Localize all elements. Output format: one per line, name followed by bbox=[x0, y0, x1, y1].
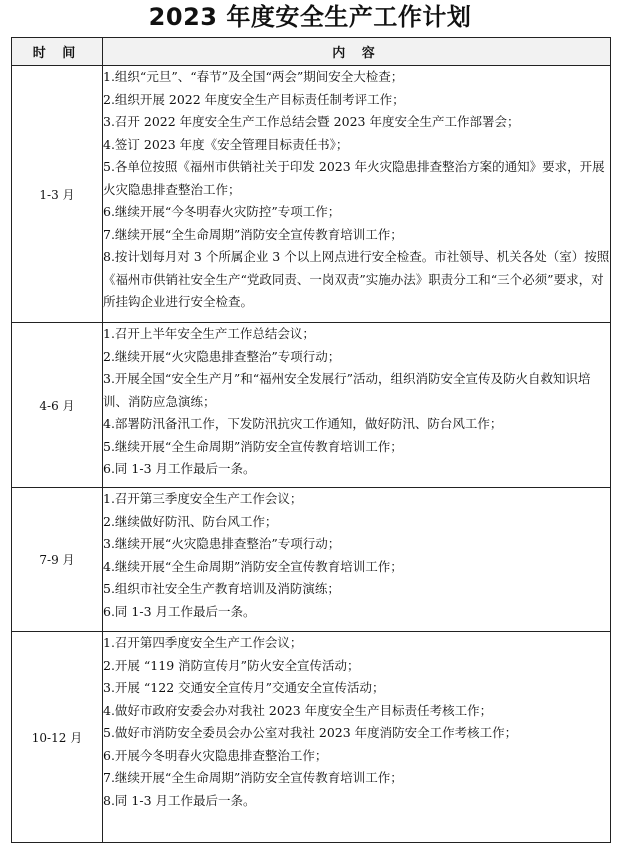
list-item: 4.签订 2023 年度《安全管理目标责任书》； bbox=[103, 136, 349, 152]
list-item: 4.部署防汛备汛工作，下发防汛抗灾工作通知，做好防汛、防台风工作； bbox=[103, 416, 503, 431]
list-item: 5.组织市社安全生产教育培训及消防演练； bbox=[103, 581, 340, 596]
list-item: 6.开展今冬明春火灾隐患排查整治工作； bbox=[103, 747, 328, 763]
document-title: 2023 年度安全生产工作计划 bbox=[148, 3, 472, 31]
list-item: 4.继续开展“全生命周期”消防安全宣传教育培训工作； bbox=[103, 558, 403, 574]
items-cell bbox=[103, 488, 611, 632]
list-item: 4.做好市政府安委会办对我社 2023 年度安全生产目标责任考核工作； bbox=[103, 702, 493, 718]
list-item: 8.同 1-3 月工作最后一条。 bbox=[103, 792, 256, 808]
items-cell bbox=[103, 66, 611, 323]
table-row bbox=[12, 632, 611, 843]
header-row bbox=[12, 38, 611, 66]
list-item: 2.继续开展“火灾隐患排查整治”专项行动； bbox=[103, 348, 341, 364]
header-time: 时 间 bbox=[12, 38, 103, 66]
period-cell: 7-9 月 bbox=[12, 488, 103, 632]
table-row bbox=[12, 323, 611, 488]
table-row bbox=[12, 66, 611, 323]
list-item: 6.同 1-3 月工作最后一条。 bbox=[103, 461, 256, 476]
list-item: 2.继续做好防汛、防台风工作； bbox=[103, 513, 278, 529]
list-item: 7.继续开展“全生命周期”消防安全宣传教育培训工作； bbox=[103, 770, 403, 785]
list-item: 2.组织开展 2022 年度安全生产目标责任制考评工作； bbox=[103, 91, 405, 107]
list-item: 8.按计划每月对 3 个所属企业 3 个以上网点进行安全检查。市社领导、机关各处（室）按照《福州市供销社安全生产“党政同责、一岗双责”实施办法》职责分工和“三个必须”要求，对所挂钩企业进行安全检查。 bbox=[103, 249, 610, 309]
list-item: 1.召开第四季度安全生产工作会议； bbox=[103, 635, 303, 650]
list-item: 1.召开上半年安全生产工作总结会议； bbox=[103, 326, 315, 341]
list-item: 3.召开 2022 年度安全生产工作总结会暨 2023 年度安全生产工作部署会； bbox=[103, 114, 520, 129]
items-cell bbox=[103, 632, 611, 843]
period-cell: 10-12 月 bbox=[12, 632, 103, 843]
list-item: 3.开展全国“安全生产月”和“福州安全发展行”活动，组织消防安全宣传及防火自救知识培训、消防应急演练； bbox=[103, 371, 591, 409]
list-item: 5.各单位按照《福州市供销社关于印发 2023 年火灾隐患排查整治方案的通知》要求，开展火灾隐患排查整治工作； bbox=[103, 159, 605, 197]
list-item: 1.组织“元旦”、“春节”及全国“两会”期间安全大检查； bbox=[103, 69, 404, 84]
table-row bbox=[12, 488, 611, 632]
list-item: 3.继续开展“火灾隐患排查整治”专项行动； bbox=[103, 536, 341, 551]
list-item: 1.召开第三季度安全生产工作会议； bbox=[103, 491, 303, 506]
list-item: 6.继续开展“今冬明春火灾防控”专项工作； bbox=[103, 204, 341, 219]
list-item: 6.同 1-3 月工作最后一条。 bbox=[103, 603, 256, 619]
header-content: 内 容 bbox=[103, 38, 611, 66]
list-item: 5.做好市消防安全委员会办公室对我社 2023 年度消防安全工作考核工作； bbox=[103, 725, 518, 740]
list-item: 2.开展 “119 消防宣传月”防火安全宣传活动； bbox=[103, 657, 360, 673]
list-item: 3.开展 “122 交通安全宣传月”交通安全宣传活动； bbox=[103, 680, 385, 695]
list-item: 5.继续开展“全生命周期”消防安全宣传教育培训工作； bbox=[103, 438, 403, 454]
items-cell bbox=[103, 323, 611, 488]
plan-table bbox=[11, 37, 611, 843]
period-cell: 4-6 月 bbox=[12, 323, 103, 488]
period-cell: 1-3 月 bbox=[12, 66, 103, 323]
list-item: 7.继续开展“全生命周期”消防安全宣传教育培训工作； bbox=[103, 226, 403, 242]
